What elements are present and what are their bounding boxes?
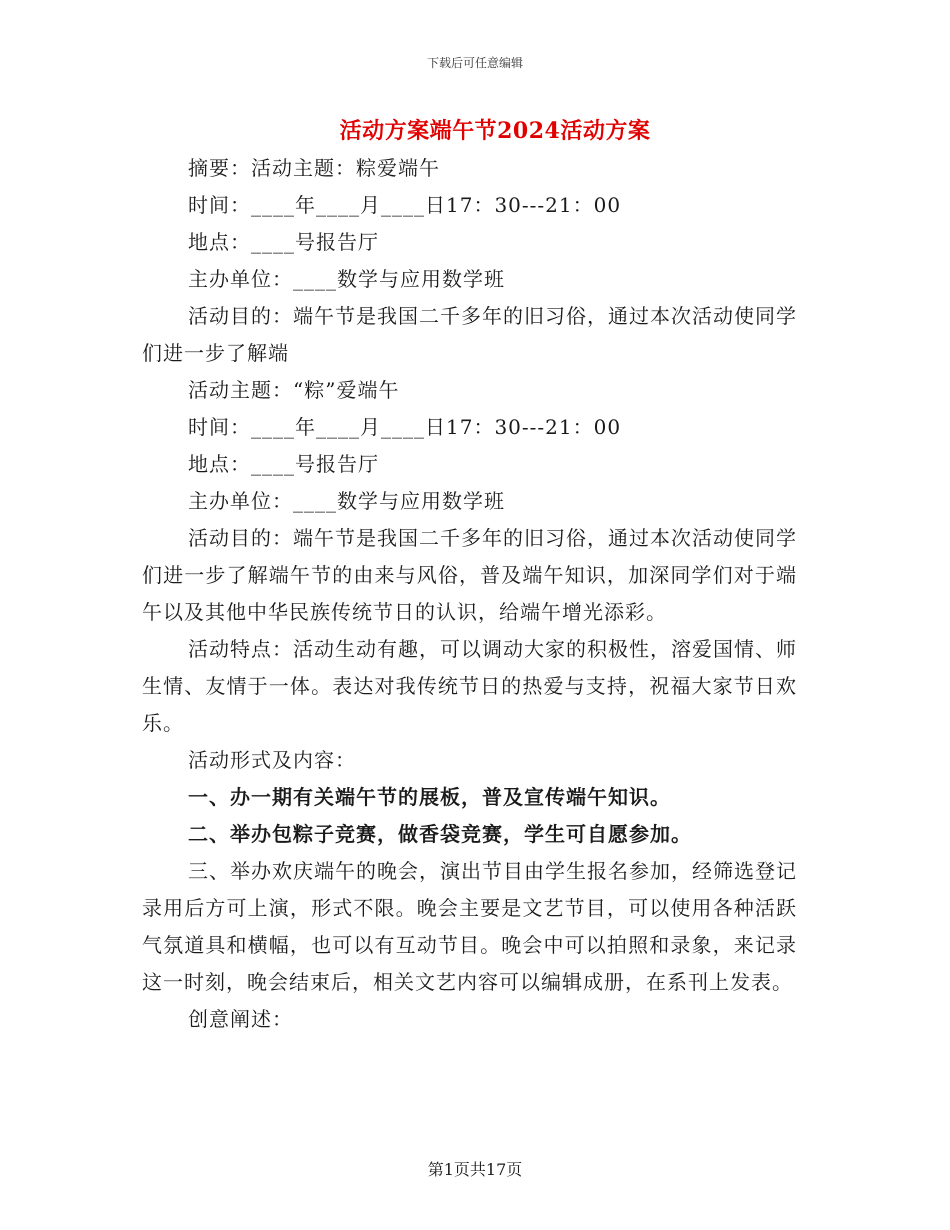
paragraph-summary: 摘要：活动主题：粽爱端午: [188, 156, 440, 180]
page-number-footer: 第1页共17页: [427, 1160, 523, 1179]
paragraph-item-three: 三、举办欢庆端午的晚会，演出节目由学生报名参加，经筛选登记录用后方可上演，形式不限。晚会主要是文艺节目，可以使用各种活跃气氛道具和横幅，也可以有互动节目。晚会中可以拍照和录象，来记录这一时刻，晚会结束后，相关文艺内容可以编辑成册，在系刊上发表。: [142, 859, 797, 994]
paragraph-creative-heading: 创意阐述：: [188, 1007, 293, 1031]
paragraph-features: 活动特点：活动生动有趣，可以调动大家的积极性，溶爱国情、师生情、友情于一体。表达对我传统节日的热爱与支持，祝福大家节日欢乐。: [142, 637, 797, 735]
paragraph-location-repeat: 地点：____号报告厅: [188, 452, 379, 476]
paragraph-item-one: 一、办一期有关端午节的展板，普及宣传端午知识。: [188, 785, 671, 809]
paragraph-format-heading: 活动形式及内容：: [188, 748, 356, 772]
paragraph-purpose: 活动目的：端午节是我国二千多年的旧习俗，通过本次活动使同学们进一步了解端午节的由来与风俗，普及端午知识，加深同学们对于端午以及其他中华民族传统节日的认识，给端午增光添彩。: [142, 526, 797, 624]
paragraph-item-two: 二、举办包粽子竞赛，做香袋竞赛，学生可自愿参加。: [188, 822, 692, 846]
document-title: 活动方案端午节2024活动方案: [339, 118, 651, 144]
paragraph-organizer-repeat: 主办单位：____数学与应用数学班: [188, 489, 505, 513]
paragraph-time: 时间：____年____月____日17：30---21：00: [188, 193, 622, 217]
paragraph-purpose-short: 活动目的：端午节是我国二千多年的旧习俗，通过本次活动使同学们进一步了解端: [142, 304, 797, 365]
document-body: [142, 150, 797, 1038]
paragraph-theme: 活动主题：“粽”爱端午: [188, 378, 400, 402]
header-note: 下载后可任意编辑: [426, 56, 523, 70]
paragraph-time-repeat: 时间：____年____月____日17：30---21：00: [188, 415, 622, 439]
paragraph-location: 地点：____号报告厅: [188, 230, 379, 254]
paragraph-organizer: 主办单位：____数学与应用数学班: [188, 267, 505, 291]
